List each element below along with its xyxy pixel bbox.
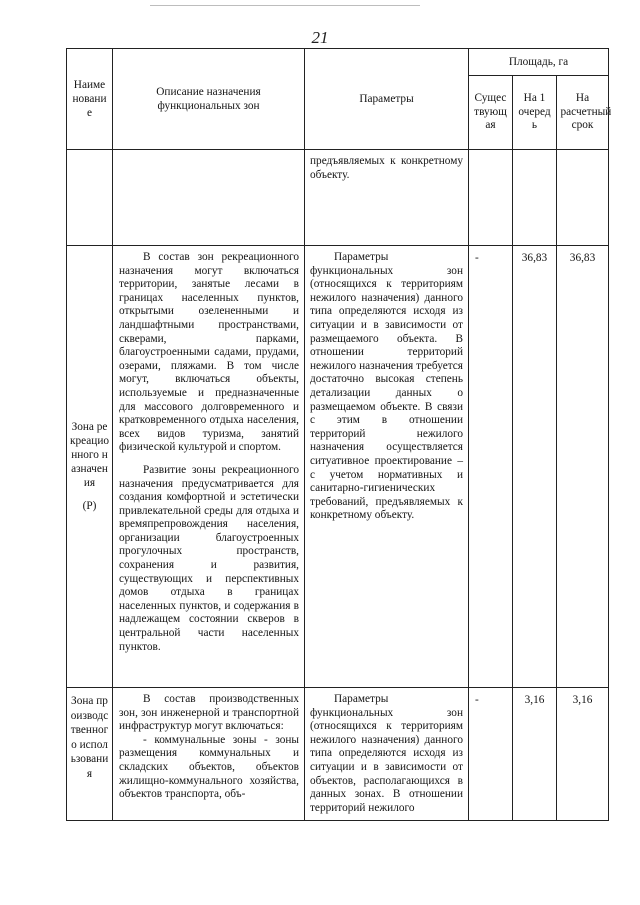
row3-description [113,688,305,821]
header-row [67,49,609,76]
table-row [67,150,609,246]
header-area-group: Площадь, га [469,49,609,76]
row3-description-list [119,734,299,802]
row3-description-intro: В состав производственных зон, зон инженерной и транспортной инфраструктур могут включаться: [119,693,299,733]
header-description-label: Описание назначения функциональных зон [156,86,261,112]
row1-name [67,150,113,246]
zones-table [66,48,612,821]
row3-existing: - [469,688,513,821]
row2-zone-name: Зона рекреационного назначения [69,420,110,489]
row1-description [113,150,305,246]
row1-existing [469,150,513,246]
row2-name [67,246,113,688]
header-estimated-label: На расчетный срок [560,92,612,132]
header-existing [469,76,513,150]
row2-estimated: 36,83 [557,246,609,688]
row1-parameters-text: предъявляемых к конкретному объекту. [310,155,463,181]
header-description [113,49,305,150]
row2-description-para2: Развитие зоны рекреационного назначения предусматривается для создания комфортной и эстетически привлекательной среды для отдыха и времяпрепровождения населения, организации благоустроенных прогулочных пространств, сохранения и развития, существующих и перспективных домов отдыха в границах населенных пунктов, и содержания в надлежащем состоянии скверов в центральной части населенных пунктов. [119,463,299,653]
row2-parameters-text: Параметры функциональных зон (относящихся к территориям нежилого назначения) данного типа определяются исходя из ситуации и в зависимости от размещаемого объекта. В отношении территорий нежилого назначения требуется достаточно высокая степень детализации данных о размещаемом объекте. В связи с этим в отношении территорий нежилого назначения осуществляется ситуативное проектирование – с учетом нормативных и санитарно-гигиенических требований, предъявляемых к конкретному объекту. [310,251,463,522]
row3-name [67,688,113,821]
row2-zone-code: (Р) [82,499,97,512]
row1-first-stage [513,150,557,246]
top-rule [150,5,420,6]
row1-estimated [557,150,609,246]
header-first-stage-label: На 1 очередь [518,92,551,132]
list-item: - коммунальные зоны - зоны размещения коммунальных и складских объектов, объектов жилищно-коммунального хозяйства, объектов транспорта, объ- [119,733,299,801]
page-number: 21 [311,28,329,47]
row1-parameters [305,150,469,246]
row3-zone-name: Зона производственного использования [70,695,109,780]
header-estimated [557,76,612,150]
row2-description [113,246,305,688]
row3-parameters-text: Параметры функциональных зон (относящихся к территориям нежилого назначения) данного типа определяются исходя из ситуации и в зависимости от объектов, располагающихся в данных зонах. В отношении территорий нежилого [310,693,463,814]
header-first-stage [513,76,557,150]
row3-estimated: 3,16 [557,688,609,821]
header-parameters: Параметры [305,49,469,150]
header-name [67,49,113,150]
row2-first-stage: 36,83 [513,246,557,688]
header-name-label: Наименование [72,79,107,119]
header-existing-label: Существующая [474,92,507,132]
table-row [67,246,609,688]
row3-parameters [305,688,469,821]
row2-existing: - [469,246,513,688]
table-row [67,688,609,821]
row2-parameters [305,246,469,688]
row3-first-stage: 3,16 [513,688,557,821]
row2-description-para1: В состав зон рекреационного назначения могут включаться территории, занятые лесами в границах населенных пунктов, открытыми озелененными и ландшафтными пространствами, скверами, парками, благоустроенными садами, прудами, озерами, пляжами. В том числе могут, включаться объекты, используемые и предназначенные для массового долговременного и кратковременного отдыха населения, всех видов туризма, занятий физической культурой и спортом. [119,251,299,454]
